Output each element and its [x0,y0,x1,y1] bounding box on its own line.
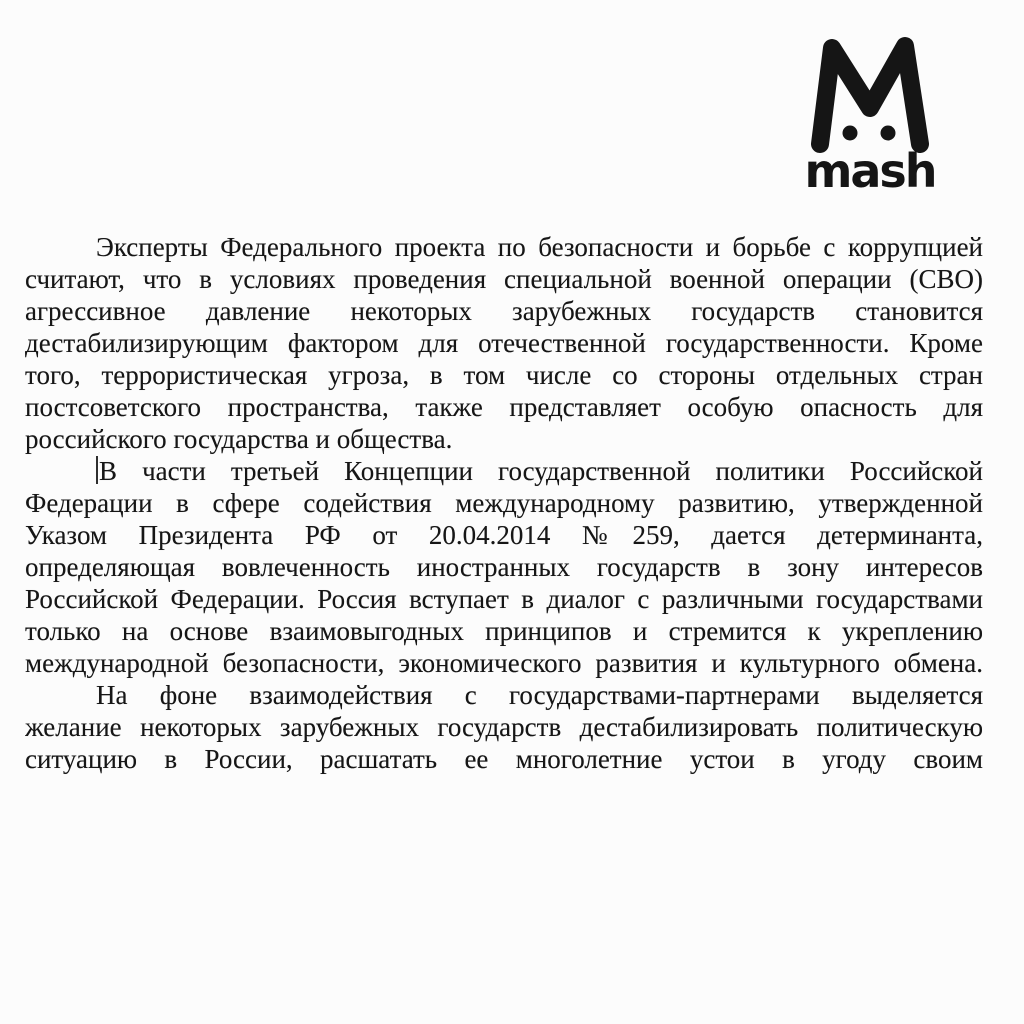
text-line: постсоветского пространства, также представляет особую опасность для [25,392,983,422]
text-line: Эксперты Федерального проекта по безопасности и борьбе с коррупцией [96,232,983,262]
paragraph [25,455,983,679]
text-cursor [96,456,98,484]
text-line: На фоне взаимодействия с государствами-партнерами выделяется [96,680,983,710]
text-line: Федерации в сфере содействия международному развитию, утвержденной [25,488,983,518]
mash-cat-m-icon [795,28,945,156]
document-body[interactable] [25,231,983,775]
text-line: считают, что в условиях проведения специальной военной операции (СВО) [25,264,983,294]
text-line: дестабилизирующим фактором для отечественной государственности. Кроме [25,328,983,358]
mash-wordmark: mash [804,144,936,198]
text-line: Российской Федерации. Россия вступает в диалог с различными государствами [25,584,983,614]
text-line: агрессивное давление некоторых зарубежных государств становится [25,296,983,326]
text-line: российского государства и общества. [25,424,453,454]
text-line: только на основе взаимовыгодных принципов и стремится к укреплению [25,616,983,646]
paragraph [25,679,983,775]
text-line: ситуацию в России, расшатать ее многолетние устои в угоду своим [25,744,983,774]
text-line: В части третьей Концепции государственной политики Российской [25,455,983,487]
text-line: того, террористическая угроза, в том числе со стороны отдельных стран [25,360,983,390]
text-line: определяющая вовлеченность иностранных государств в зону интересов [25,552,983,582]
text-line: Указом Президента РФ от 20.04.2014 №259, дается детерминанта, [25,520,983,550]
paragraph [25,231,983,455]
mash-logo [795,28,945,198]
text-line: международной безопасности, экономического развития и культурного обмена. [25,648,983,678]
text-line: желание некоторых зарубежных государств дестабилизировать политическую [25,712,983,742]
